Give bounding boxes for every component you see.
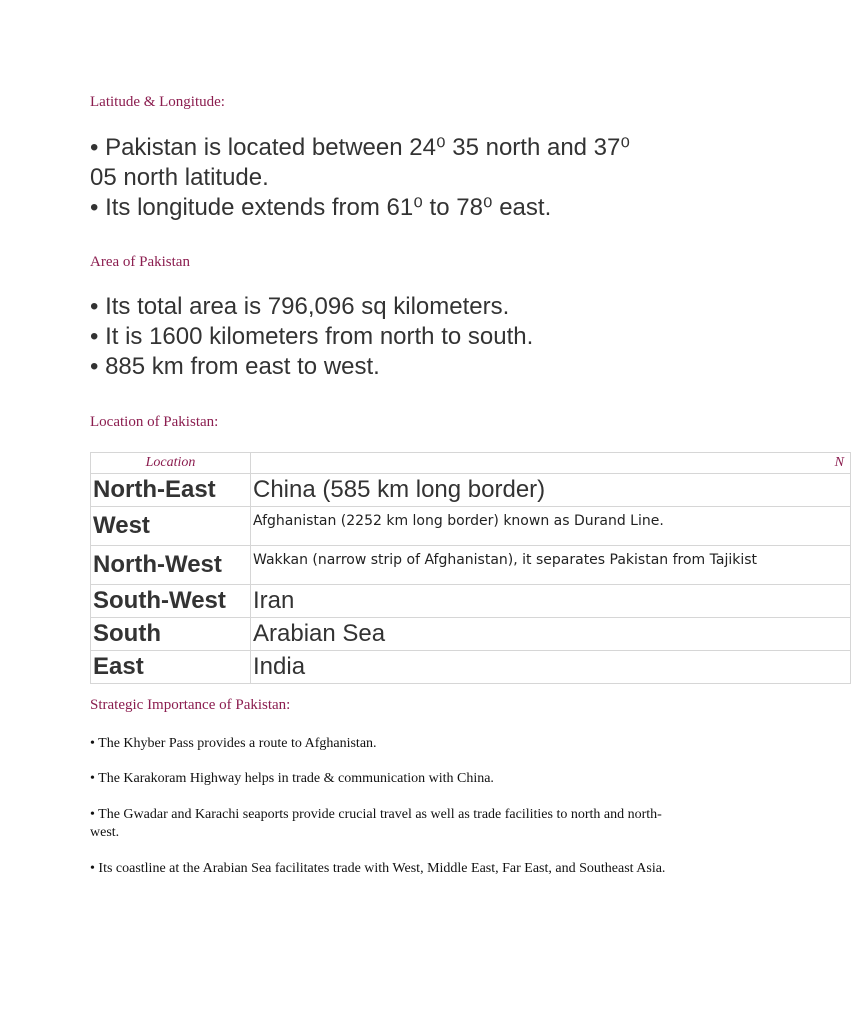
area-line: • It is 1600 kilometers from north to south. [90,323,534,350]
area-heading: Area of Pakistan [90,254,190,270]
table-row [91,585,851,618]
direction-cell: South [91,618,251,651]
latlong-line: • Its longitude extends from 61⁰ to 78⁰ east. [90,194,552,221]
direction-cell: North-West [91,546,251,585]
table-header-row [91,453,851,474]
area-line: • Its total area is 796,096 sq kilometers. [90,293,510,320]
neighbour-cell: China (585 km long border) [251,474,851,507]
column-header-neighbour: N [251,453,851,474]
area-line: • 885 km from east to west. [90,353,380,380]
table-row [91,546,851,585]
direction-cell: East [91,651,251,684]
table-row [91,507,851,546]
direction-cell: South-West [91,585,251,618]
latlong-line: • Pakistan is located between 24⁰ 35 north and 37⁰ [90,134,630,161]
neighbour-cell: Afghanistan (2252 km long border) known as Durand Line. [251,507,851,546]
table-row [91,618,851,651]
latlong-line: 05 north latitude. [90,164,269,191]
strategic-point: • The Gwadar and Karachi seaports provide crucial travel as well as trade facilities to north and north-west. [90,807,662,840]
strategic-point: • The Karakoram Highway helps in trade & communication with China. [90,771,494,786]
latlong-heading: Latitude & Longitude: [90,94,225,110]
location-heading: Location of Pakistan: [90,414,219,430]
location-table [90,452,851,684]
direction-cell: North-East [91,474,251,507]
neighbour-cell: Arabian Sea [251,618,851,651]
table-row [91,474,851,507]
neighbour-cell: Wakkan (narrow strip of Afghanistan), it separates Pakistan from Tajikist [251,546,851,585]
strategic-heading: Strategic Importance of Pakistan: [90,697,291,713]
neighbour-cell: Iran [251,585,851,618]
table-row [91,651,851,684]
column-header-location: Location [91,453,251,474]
strategic-point: • Its coastline at the Arabian Sea facilitates trade with West, Middle East, Far East, and Southeast Asia. [90,861,666,876]
strategic-point: • The Khyber Pass provides a route to Afghanistan. [90,736,377,751]
direction-cell: West [91,507,251,546]
neighbour-cell: India [251,651,851,684]
